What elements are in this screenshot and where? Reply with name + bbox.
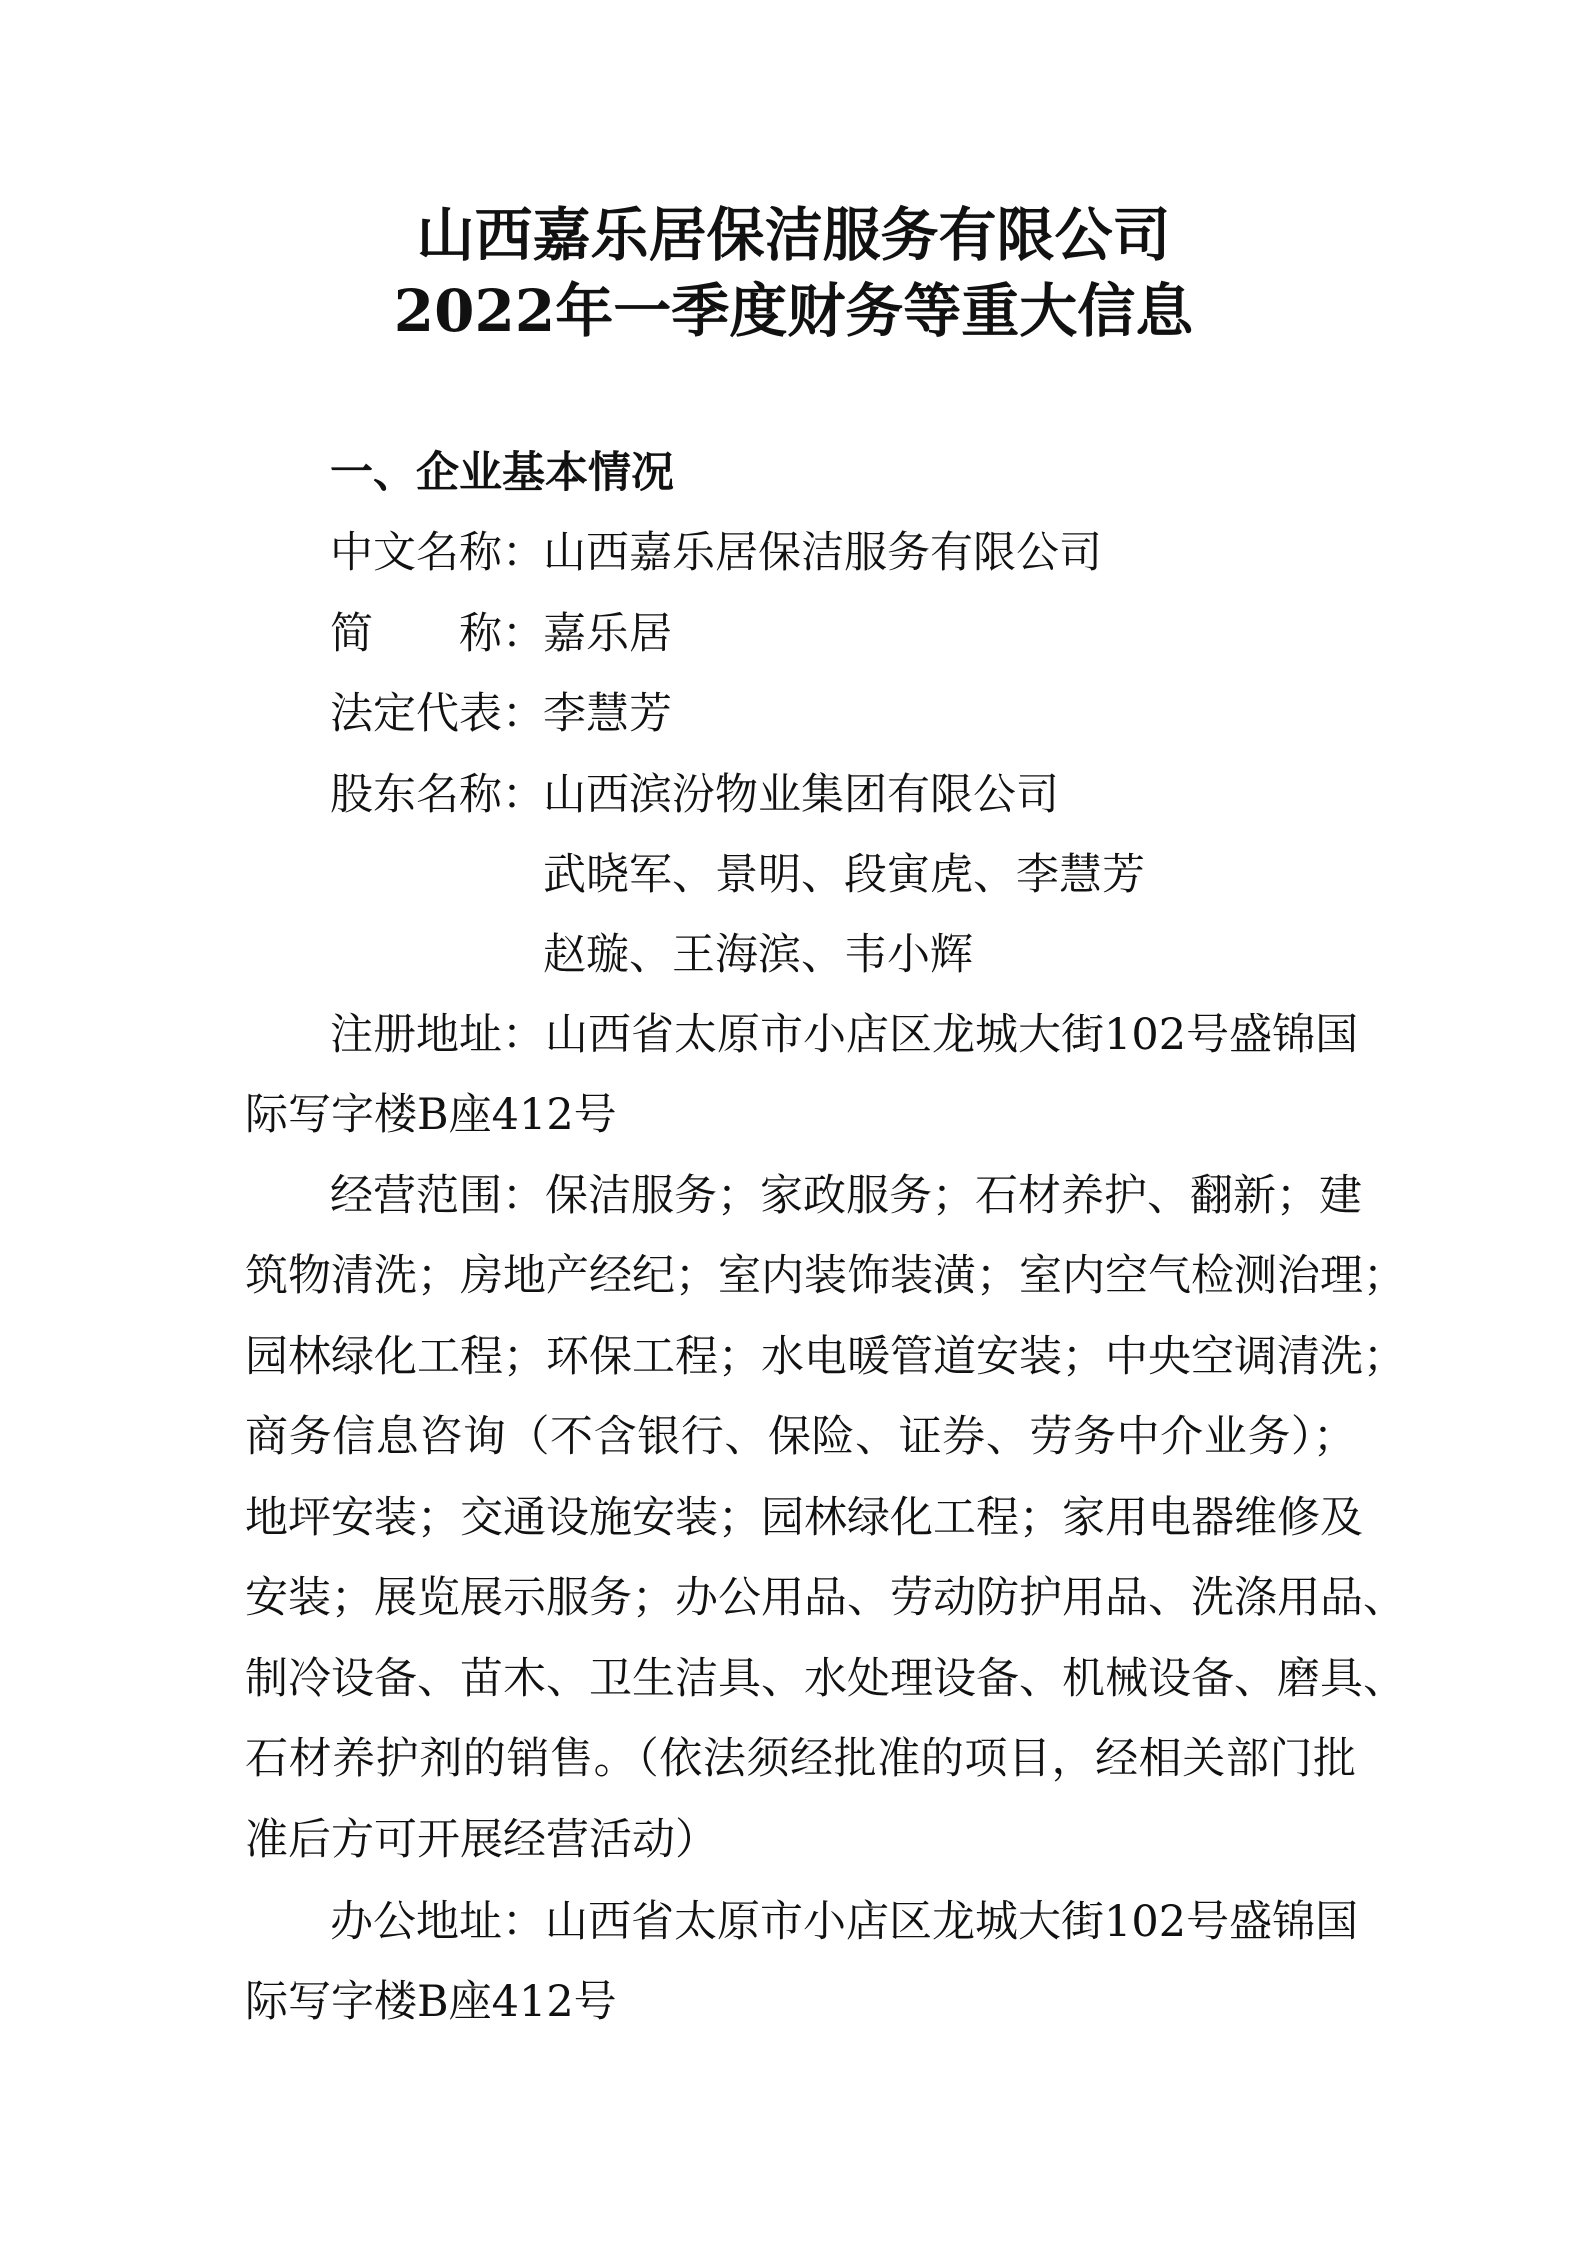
short-name-row — [330, 604, 672, 664]
field-label: 股东名称： — [330, 770, 545, 820]
document-title-line2: 2022年一季度财务等重大信息 — [393, 277, 1194, 345]
shareholders-line: 武晓军、景明、段寅虎、李慧芳 — [543, 850, 1145, 900]
business-scope-line: 筑物清洗；房地产经纪；室内装饰装潢；室内空气检测治理； — [245, 1251, 1406, 1301]
chinese-name-row — [330, 523, 1102, 583]
shareholders-row — [330, 765, 1059, 825]
business-scope-line: 石材养护剂的销售。（依法须经批准的项目，经相关部门批 — [245, 1734, 1356, 1784]
field-value: 山西省太原市小店区龙城大街102号盛锦国 — [545, 1010, 1359, 1060]
business-scope-line: 园林绿化工程；环保工程；水电暖管道安装；中央空调清洗； — [245, 1332, 1406, 1382]
field-value: 山西滨汾物业集团有限公司 — [543, 770, 1059, 820]
business-scope-row — [330, 1166, 1362, 1226]
field-label: 注册地址： — [330, 1010, 545, 1060]
office-address-line: 际写字楼B座412号 — [245, 1977, 617, 2027]
business-scope-line: 商务信息咨询（不含银行、保险、证券、劳务中介业务）； — [245, 1412, 1356, 1462]
document-title-line1: 山西嘉乐居保洁服务有限公司 — [416, 201, 1171, 269]
business-scope-line: 准后方可开展经营活动） — [245, 1815, 718, 1865]
field-label: 经营范围： — [330, 1171, 545, 1221]
field-label: 法定代表： — [330, 689, 545, 739]
shareholders-line: 赵璇、王海滨、韦小辉 — [543, 930, 973, 980]
field-value: 李慧芳 — [543, 689, 672, 739]
field-label: 中文名称： — [330, 528, 545, 578]
registered-address-line: 际写字楼B座412号 — [245, 1090, 617, 1140]
field-value: 山西省太原市小店区龙城大街102号盛锦国 — [545, 1897, 1359, 1947]
field-value: 保洁服务；家政服务；石材养护、翻新；建 — [545, 1171, 1362, 1221]
registered-address-row — [330, 1005, 1359, 1065]
business-scope-line: 安装；展览展示服务；办公用品、劳动防护用品、洗涤用品、 — [245, 1573, 1406, 1623]
section-heading: 一、企业基本情况 — [330, 448, 674, 498]
field-label: 简 称： — [330, 609, 545, 659]
field-value: 山西嘉乐居保洁服务有限公司 — [543, 528, 1102, 578]
office-address-row — [330, 1892, 1359, 1952]
field-label: 办公地址： — [330, 1897, 545, 1947]
field-value: 嘉乐居 — [543, 609, 672, 659]
business-scope-line: 制冷设备、苗木、卫生洁具、水处理设备、机械设备、磨具、 — [245, 1654, 1406, 1704]
business-scope-line: 地坪安装；交通设施安装；园林绿化工程；家用电器维修及 — [245, 1493, 1363, 1543]
legal-rep-row — [330, 684, 672, 744]
